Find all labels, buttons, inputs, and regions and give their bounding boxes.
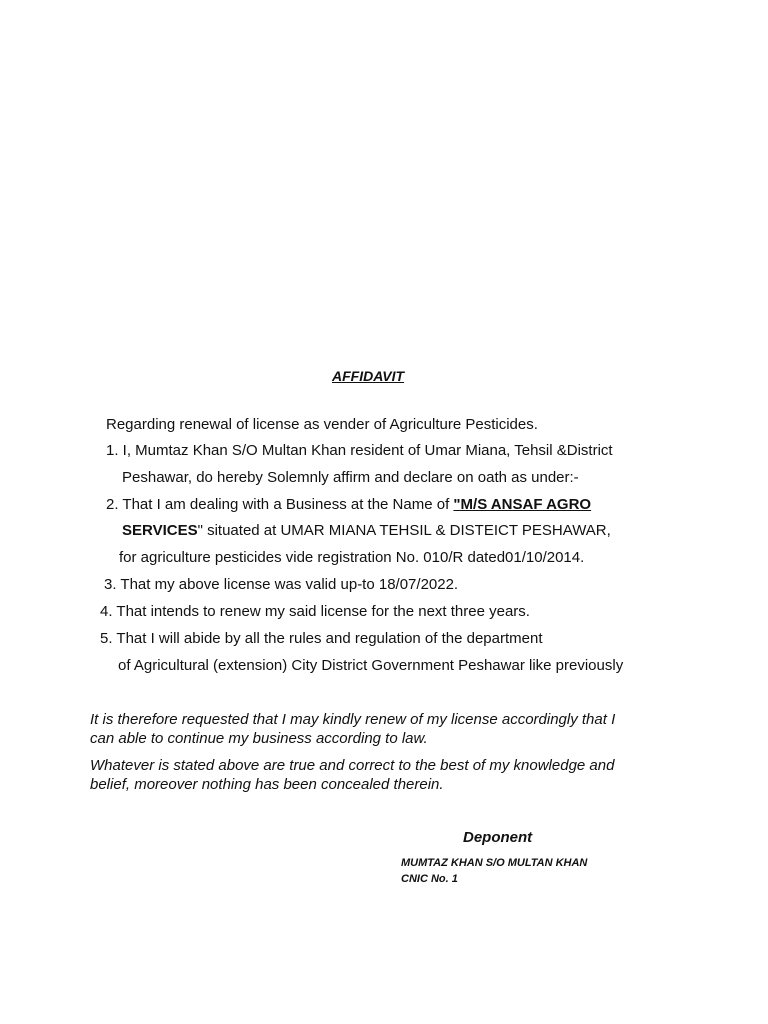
- item-3: 3. That my above license was valid up-to 18/07/2022.: [104, 576, 459, 593]
- deponent-name: MUMTAZ KHAN S/O MULTAN KHAN: [401, 857, 588, 869]
- cnic-number: CNIC No. 1: [401, 873, 458, 885]
- statement-line-2: belief, moreover nothing has been concealed therein.: [90, 776, 444, 793]
- statement-line-1: Whatever is stated above are true and correct to the best of my knowledge and: [90, 757, 615, 774]
- item-2-suffix: " situated at UMAR MIANA TEHSIL & DISTEICT PESHAWAR,: [197, 522, 611, 539]
- item-5-line-2: of Agricultural (extension) City District Government Peshawar like previously: [118, 657, 624, 674]
- item-2-line-1: [106, 496, 591, 514]
- regarding-line: Regarding renewal of license as vender of Agriculture Pesticides.: [106, 416, 538, 433]
- item-2-line-3: for agriculture pesticides vide registration No. 010/R dated01/10/2014.: [119, 549, 585, 566]
- item-5-line-1: 5. That I will abide by all the rules and regulation of the department: [100, 630, 543, 647]
- business-name-part-2: SERVICES: [122, 522, 198, 539]
- request-line-1: It is therefore requested that I may kindly renew of my license accordingly that I: [90, 711, 616, 728]
- business-name-part-1: "M/S ANSAF AGRO: [453, 496, 592, 513]
- item-1-line-2: Peshawar, do hereby Solemnly affirm and declare on oath as under:-: [122, 469, 579, 486]
- item-2-prefix: 2. That I am dealing with a Business at the Name of: [106, 496, 454, 513]
- item-4: 4. That intends to renew my said license for the next three years.: [100, 603, 530, 620]
- affidavit-title: AFFIDAVIT: [332, 368, 405, 384]
- request-line-2: can able to continue my business according to law.: [90, 730, 428, 747]
- deponent-label: Deponent: [463, 829, 533, 846]
- item-1-line-1: 1. I, Mumtaz Khan S/O Multan Khan resident of Umar Miana, Tehsil &District: [106, 442, 613, 459]
- item-2-line-2: [122, 522, 611, 540]
